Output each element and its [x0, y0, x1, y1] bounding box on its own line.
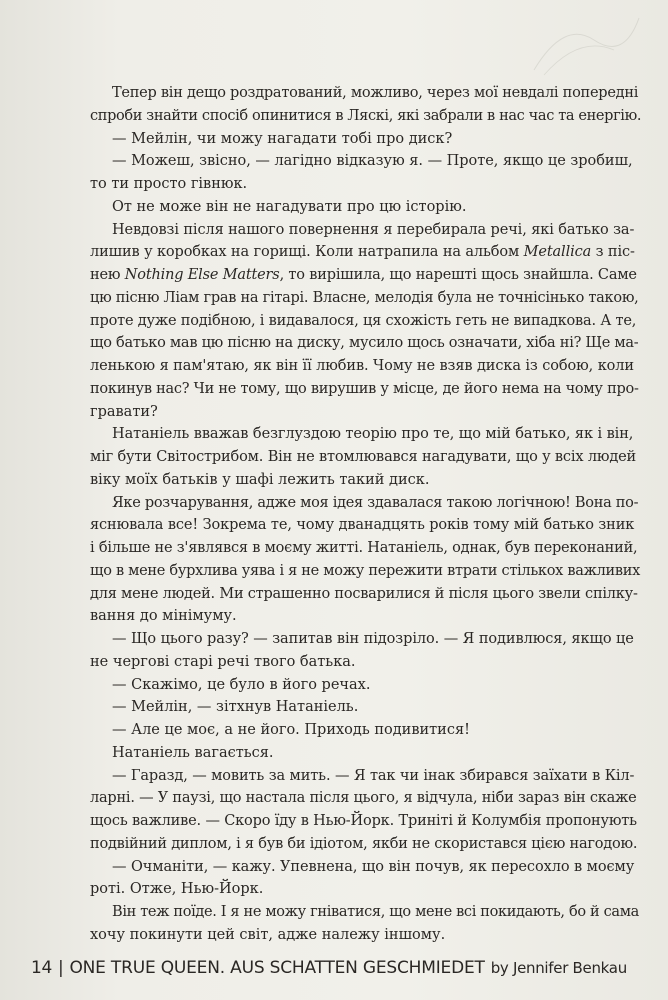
text-line: цю пісню Ліам грав на гітарі. Власне, мелодія була не точнісінько такою,	[90, 289, 639, 306]
text-line: нею Nothing Else Matters, то вирішила, що нарешті щось знайшла. Саме	[90, 267, 637, 283]
text-line: Невдовзі після нашого повернення я перебирала речі, які батько за-	[112, 221, 635, 238]
text-line: Тепер він дещо роздратований, можливо, через мої невдалі попередні	[112, 85, 639, 101]
text-line: роті. Отже, Нью-Йорк.	[90, 881, 264, 898]
text-line: ленькою я пам'ятаю, як він її любив. Чому не взяв диска із собою, коли	[90, 358, 634, 374]
author-credit: by Jennifer Benkau	[490, 959, 627, 977]
text-line: — Гаразд, — мовить за мить. — Я так чи інак збирався заїхати в Кіл-	[112, 767, 635, 784]
text-line: яснювала все! Зокрема те, чому дванадцять років тому мій батько зник	[90, 517, 635, 534]
page-footer	[31, 958, 641, 978]
text-line: гравати?	[90, 403, 158, 420]
text-line: щось важливе. — Скоро їду в Нью-Йорк. Триніті й Колумбія пропонують	[90, 813, 637, 829]
text-line: хочу покинути цей світ, адже належу іншому.	[90, 926, 446, 943]
watermark-decoration	[524, 10, 644, 80]
text-line: — Можеш, звісно, — лагідно відказую я. — Проте, якщо це зробиш,	[112, 153, 633, 170]
text-line: лишив у коробках на горищі. Коли натрапила на альбом Metallica з піс-	[90, 244, 635, 261]
text-line: не чергові старі речі твого батька.	[90, 653, 356, 670]
text-line: спроби знайти спосіб опинитися в Ляскі, які забрали в нас час та енергію.	[90, 107, 642, 124]
text-line: що в мене бурхлива уява і я не можу пережити втрати стількох важливих	[90, 562, 641, 579]
text-line: вання до мінімуму.	[90, 608, 237, 625]
footer-separator: |	[58, 958, 64, 978]
book-title: ONE TRUE QUEEN. AUS SCHATTEN GESCHMIEDET	[69, 958, 485, 978]
text-line: — Мейлін, чи можу нагадати тобі про диск?	[112, 130, 453, 147]
text-line: — Що цього разу? — запитав він підозріло. — Я подивлюся, якщо це	[112, 631, 634, 647]
text-line: Він теж поїде. І я не можу гніватися, що мене всі покидають, бо й сама	[112, 904, 639, 920]
text-line: — Але це моє, а не його. Приходь подивитися!	[112, 722, 470, 738]
text-line: і більше не з'являвся в моєму житті. Натаніель, однак, був переконаний,	[90, 540, 638, 556]
text-line: покинув нас? Чи не тому, що вирушив у місце, де його нема на чому про-	[90, 380, 639, 397]
text-line: Натаніель вважав безглуздою теорію про те, що мій батько, як і він,	[112, 426, 634, 443]
text-line: подвійний диплом, і я був би ідіотом, якби не скористався цією нагодою.	[90, 835, 638, 852]
text-line: віку моїх батьків у шафі лежить такий диск.	[90, 471, 430, 488]
text-line: Натаніель вагається.	[112, 744, 274, 761]
body-text	[90, 82, 642, 947]
text-line: Яке розчарування, адже моя ідея здавалася такою логічною! Вона по-	[112, 494, 639, 511]
text-line: для мене людей. Ми страшенно посварилися й після цього звели спілку-	[90, 585, 638, 602]
text-line: то ти просто гівнюк.	[90, 176, 248, 192]
text-line: ларні. — У паузі, що настала після цього, я відчула, ніби зараз він скаже	[90, 790, 637, 807]
text-line: проте дуже подібною, і видавалося, ця схожість геть не випадкова. А те,	[90, 312, 637, 329]
text-line: От не може він не нагадувати про цю історію.	[112, 198, 467, 215]
text-line: міг бути Світострибом. Він не втомлювався нагадувати, що у всіх людей	[90, 449, 637, 465]
page-number: 14	[31, 958, 53, 978]
text-line: — Скажімо, це було в його речах.	[112, 676, 371, 693]
text-line: — Очманіти, — кажу. Упевнена, що він почув, як пересохло в моєму	[112, 858, 635, 875]
text-line: що батько мав цю пісню на диску, мусило щось означати, хіба ні? Ще ма-	[90, 335, 639, 352]
text-line: — Мейлін, — зітхнув Натаніель.	[112, 699, 359, 716]
